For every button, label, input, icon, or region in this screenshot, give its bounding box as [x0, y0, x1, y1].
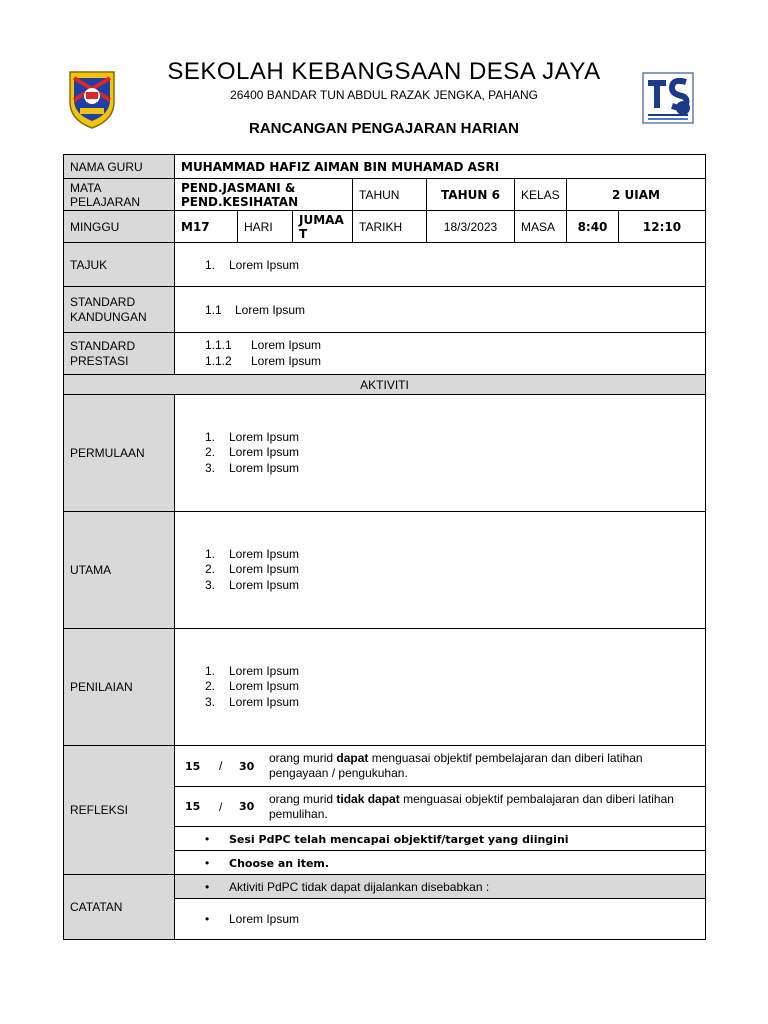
bullet-icon: •: [205, 912, 210, 926]
list-text: Lorem Ipsum: [229, 577, 300, 592]
refleksi-separator: /: [219, 759, 223, 773]
bullet-icon: •: [205, 855, 210, 870]
list-text: Lorem Ipsum: [229, 460, 300, 475]
refleksi-key: tidak dapat: [336, 791, 400, 806]
list-text: Lorem Ipsum: [229, 445, 300, 460]
list-item: [205, 664, 699, 680]
refleksi-separator: /: [219, 799, 223, 814]
row-penilaian: [64, 629, 706, 746]
ministry-logo-icon: [642, 72, 694, 124]
bullet-icon: •: [205, 831, 210, 846]
value-standard-prestasi: [175, 333, 706, 375]
refleksi-key: dapat: [336, 751, 369, 765]
label-kelas: KELAS: [515, 179, 567, 211]
value-refleksi-sesi: [175, 827, 706, 851]
label-refleksi: REFLEKSI: [64, 746, 175, 875]
list-text: Lorem Ipsum: [251, 353, 322, 368]
value-nama-guru: MUHAMMAD HAFIZ AIMAN BIN MUHAMAD ASRI: [175, 155, 706, 179]
value-hari: JUMAAT: [293, 211, 353, 243]
list-text: Lorem Ipsum: [229, 562, 300, 577]
value-tajuk: [175, 243, 706, 287]
value-penilaian: [175, 629, 706, 746]
refleksi-total: 30: [239, 800, 255, 813]
value-refleksi-tidak-dapat: [175, 787, 706, 827]
list-text: Lorem Ipsum: [229, 663, 300, 678]
label-nama-guru: NAMA GURU: [64, 155, 175, 179]
value-mata-pelajaran: PEND.JASMANI & PEND.KESIHATAN: [175, 179, 353, 211]
catatan-note: Aktiviti PdPC tidak dapat dijalankan disebabkan :: [229, 879, 490, 894]
value-minggu: M17: [175, 211, 238, 243]
school-name: SEKOLAH KEBANGSAAN DESA JAYA: [167, 58, 601, 85]
list-text: Lorem Ipsum: [229, 694, 300, 709]
list-item: [205, 430, 699, 446]
value-masa-tamat: 12:10: [619, 211, 706, 243]
list-item: [205, 679, 699, 695]
value-standard-kandungan: [175, 287, 706, 333]
value-masa-mula: 8:40: [567, 211, 619, 243]
list-text: Lorem Ipsum: [229, 257, 300, 272]
value-tarikh: 18/3/2023: [427, 211, 515, 243]
refleksi-post: menguasai objektif pembalajaran dan diberi latihan pemulihan.: [269, 791, 674, 821]
refleksi-count: 15: [185, 800, 201, 813]
document-title: RANCANGAN PENGAJARAN HARIAN: [248, 120, 519, 137]
row-permulaan: [64, 395, 706, 512]
list-item: [205, 354, 699, 370]
row-tajuk: [64, 243, 706, 287]
refleksi-count: 15: [185, 759, 201, 773]
refleksi-pre: orang murid: [269, 751, 337, 765]
value-permulaan: [175, 395, 706, 512]
value-tahun: TAHUN 6: [427, 179, 515, 211]
row-mata-pelajaran: [64, 179, 706, 211]
label-minggu: MINGGU: [64, 211, 175, 243]
label-catatan: CATATAN: [64, 875, 175, 940]
list-number: 1.1: [205, 302, 222, 317]
list-number: 1.: [205, 429, 216, 444]
label-hari: HARI: [238, 211, 293, 243]
label-tarikh: TARIKH: [353, 211, 427, 243]
list-text: Lorem Ipsum: [251, 338, 322, 352]
list-item: [205, 562, 699, 578]
refleksi-total: 30: [239, 759, 255, 773]
row-minggu: [64, 211, 706, 243]
list-item: [205, 461, 699, 477]
refleksi-text: [269, 751, 699, 781]
list-number: 3.: [205, 577, 216, 592]
row-standard-prestasi: [64, 333, 706, 375]
list-number: 1.1.1: [205, 338, 232, 352]
list-number: 1.1.2: [205, 353, 232, 368]
value-kelas: 2 UIAM: [567, 179, 706, 211]
list-text: Lorem Ipsum: [235, 302, 306, 317]
list-number: 1.: [205, 257, 216, 272]
list-number: 1.: [205, 546, 216, 561]
list-text: Lorem Ipsum: [229, 546, 300, 561]
section-aktiviti: AKTIVITI: [64, 375, 706, 395]
label-penilaian: PENILAIAN: [64, 629, 175, 746]
row-refleksi-1: [64, 746, 706, 787]
label-permulaan: PERMULAAN: [64, 395, 175, 512]
refleksi-pre: orang murid: [269, 791, 337, 806]
label-standard-kandungan: STANDARD KANDUNGAN: [64, 287, 175, 333]
value-refleksi-dapat: [175, 746, 706, 787]
list-number: 2.: [205, 445, 216, 460]
school-address: 26400 BANDAR TUN ABDUL RAZAK JENGKA, PAHANG: [230, 88, 538, 102]
row-catatan-1: [64, 875, 706, 899]
label-tajuk: TAJUK: [64, 243, 175, 287]
school-crest-icon: [66, 68, 118, 130]
refleksi-text: [269, 792, 699, 822]
row-standard-kandungan: [64, 287, 706, 333]
list-item: [205, 445, 699, 461]
list-number: 2.: [205, 562, 216, 577]
label-standard-prestasi: STANDARD PRESTASI: [64, 333, 175, 375]
value-catatan-item: [175, 899, 706, 940]
list-number: 2.: [205, 679, 216, 694]
list-item: [205, 578, 699, 594]
list-number: 3.: [205, 694, 216, 709]
list-number: 3.: [205, 460, 216, 475]
list-text: Lorem Ipsum: [229, 429, 300, 444]
value-refleksi-choose: [175, 851, 706, 875]
catatan-item: Lorem Ipsum: [229, 912, 300, 926]
sesi-status-select[interactable]: Sesi PdPC telah mencapai objektif/target yang diingini: [229, 832, 569, 846]
row-aktiviti-heading: [64, 375, 706, 395]
label-utama: UTAMA: [64, 512, 175, 629]
value-catatan-note: [175, 875, 706, 899]
label-mata-pelajaran: MATA PELAJARAN: [64, 179, 175, 211]
value-utama: [175, 512, 706, 629]
list-item: [205, 547, 699, 563]
label-tahun: TAHUN: [353, 179, 427, 211]
refleksi-post: menguasai objektif pembelajaran dan diberi latihan pengayaan / pengukuhan.: [269, 751, 643, 780]
bullet-icon: •: [205, 879, 210, 894]
list-text: Lorem Ipsum: [229, 679, 300, 694]
list-number: 1.: [205, 663, 216, 678]
list-item: [205, 695, 699, 711]
lesson-plan-table: [63, 154, 706, 940]
list-item: [205, 338, 699, 354]
label-masa: MASA: [515, 211, 567, 243]
row-utama: [64, 512, 706, 629]
choose-item-dropdown[interactable]: Choose an item.: [229, 856, 330, 870]
row-nama-guru: [64, 155, 706, 179]
